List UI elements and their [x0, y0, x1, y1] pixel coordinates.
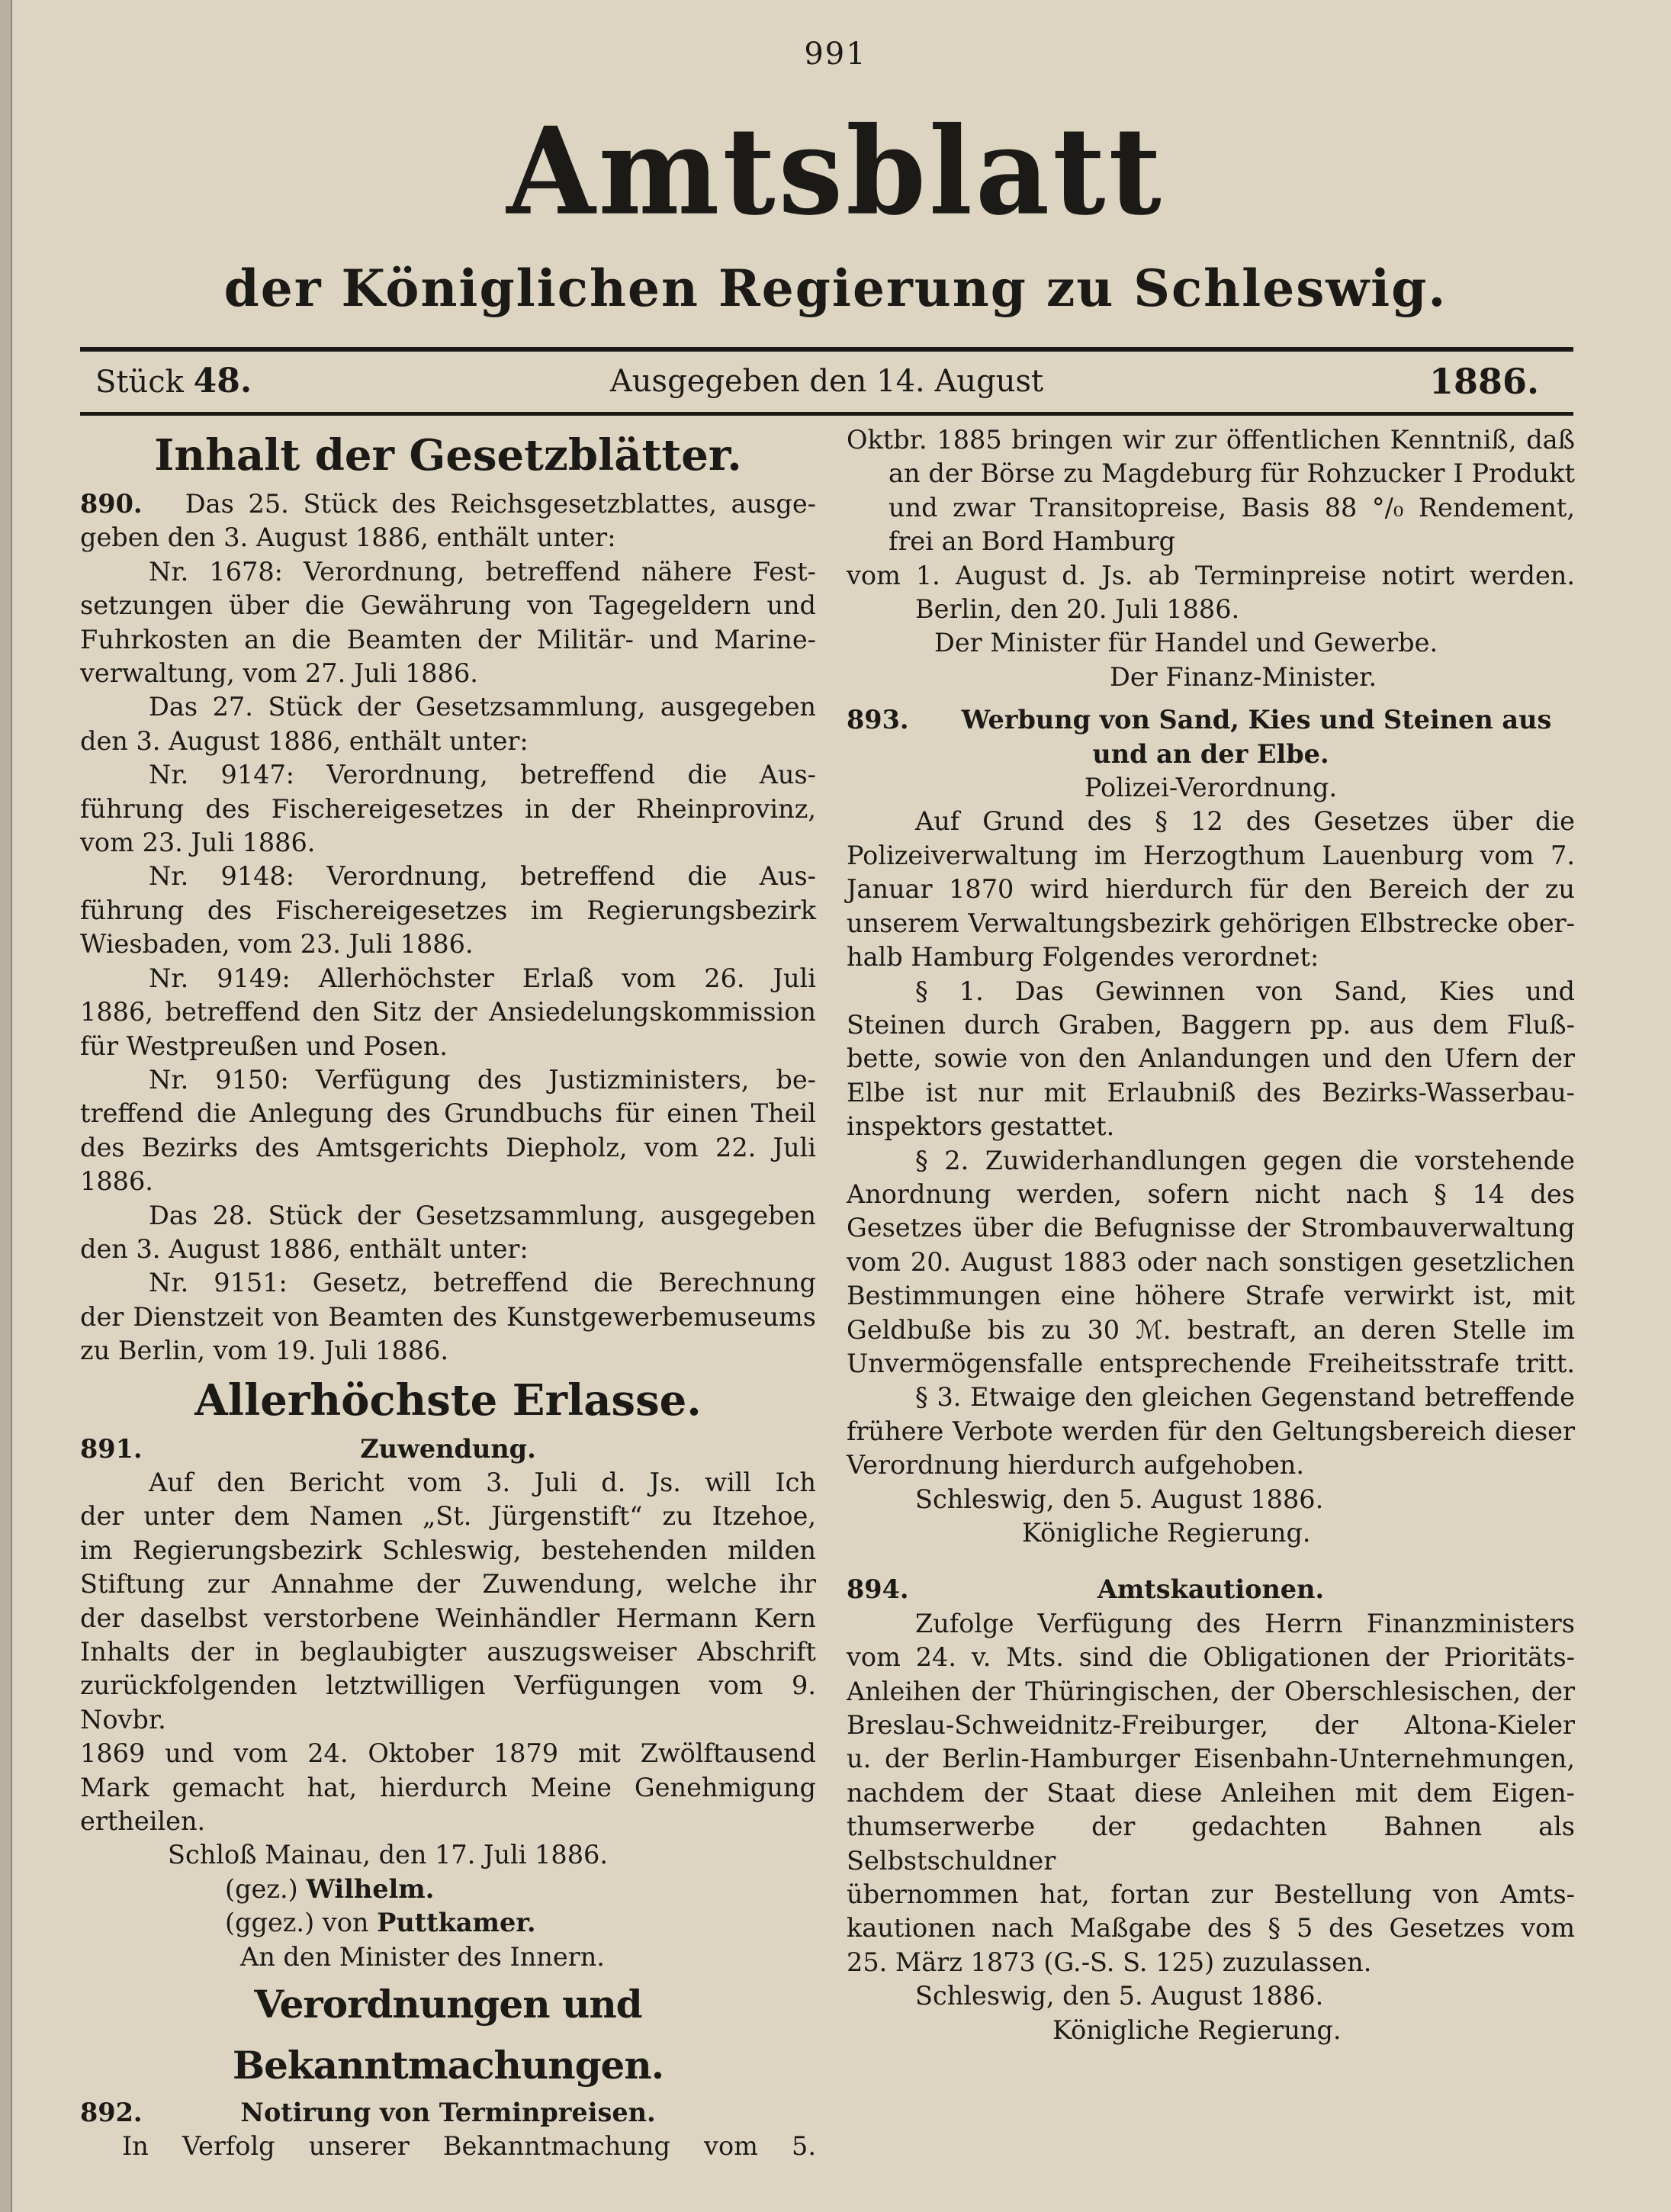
- text-line: Das 25. Stück des Reichsgesetzblattes, ausge-: [185, 489, 816, 519]
- entry-number: 891.: [80, 1433, 143, 1464]
- entry-894-line: u. der Berlin-Hamburger Eisenbahn-Unternehmungen,: [847, 1744, 1575, 1774]
- entry-894-line: nachdem der Staat diese Anleihen mit dem Eigen-: [847, 1777, 1575, 1808]
- entry-891-countersignature: [80, 1906, 816, 1940]
- entry-894-line: thumserwerbe der gedachten Bahnen als Selbstschuldner: [847, 1812, 1575, 1876]
- entry-891-line: Auf den Bericht vom 3. Juli d. Js. will Ich: [149, 1467, 816, 1497]
- entry-893-authority: Königliche Regierung.: [1022, 1518, 1311, 1548]
- entry-890-line: Nr. 9147: Verordnung, betreffend die Aus-: [149, 760, 816, 790]
- entry-893-line: § 3. Etwaige den gleichen Gegenstand betreffende: [915, 1382, 1575, 1413]
- entry-title: Amtskautionen.: [1097, 1574, 1325, 1605]
- entry-893-line: § 2. Zuwiderhandlungen gegen die vorstehende: [915, 1145, 1575, 1175]
- entry-894-line: Anleihen der Thüringischen, der Oberschlesischen, der: [847, 1676, 1575, 1706]
- entry-891-line: Mark gemacht hat, hierdurch Meine Genehmigung: [80, 1772, 816, 1802]
- entry-893-line: vom 20. August 1883 oder nach sonstigen gesetzlichen: [847, 1246, 1575, 1277]
- entry-893-line: Bestimmungen eine höhere Strafe verwirkt ist, mit: [847, 1281, 1575, 1311]
- entry-894-line: 25. März 1873 (G.-S. S. 125) zuzulassen.: [847, 1947, 1372, 1977]
- entry-893-line: unserem Verwaltungsbezirk gehörigen Elbstrecke ober-: [847, 908, 1575, 938]
- entry-892-heading: [80, 2096, 816, 2130]
- entry-890-line: zu Berlin, vom 19. Juli 1886.: [80, 1336, 449, 1366]
- entry-893-line: Geldbuße bis zu 30 ℳ. bestraft, an deren Stelle im: [847, 1314, 1575, 1345]
- signature-name: Puttkamer.: [377, 1908, 536, 1938]
- entry-890-line: 1886.: [80, 1166, 153, 1197]
- entry-891-signature: [80, 1873, 816, 1906]
- entry-891-line: 1869 und vom 24. Oktober 1879 mit Zwölftausend: [80, 1738, 816, 1769]
- entry-890-line: Nr. 1678: Verordnung, betreffend nähere Fest-: [149, 556, 816, 587]
- entry-894-line: Zufolge Verfügung des Herrn Finanzministers: [915, 1608, 1575, 1638]
- signature-name: Wilhelm.: [306, 1873, 435, 1904]
- entry-892-line: vom 1. August d. Js. ab Terminpreise notirt werden.: [847, 560, 1575, 590]
- entry-892-signatory: Der Finanz-Minister.: [1110, 661, 1377, 692]
- section-heading-verordnungen: Verordnungen und Bekanntmachungen.: [232, 1982, 664, 2088]
- entry-891-line: Inhalts der in beglaubigter auszugsweiser Abschrift: [80, 1637, 816, 1667]
- entry-number: 892.: [80, 2098, 143, 2128]
- entry-890-line: Nr. 9149: Allerhöchster Erlaß vom 26. Juli: [149, 963, 816, 993]
- entry-890-line: Das 27. Stück der Gesetzsammlung, ausgegeben: [149, 692, 816, 722]
- entry-890-line: führung des Fischereigesetzes im Regierungsbezirk: [80, 895, 816, 925]
- section-heading-erlasse: Allerhöchste Erlasse.: [194, 1374, 702, 1426]
- section-heading-gesetzblaetter: Inhalt der Gesetzblätter.: [154, 430, 742, 481]
- entry-890-line: vom 23. Juli 1886.: [80, 828, 316, 858]
- entry-893-line: frühere Verbote werden für den Geltungsbereich dieser: [847, 1416, 1575, 1446]
- entry-894-line: Breslau-Schweidnitz-Freiburger, der Altona-Kieler: [847, 1710, 1575, 1741]
- entry-891-line: im Regierungsbezirk Schleswig, bestehenden milden: [80, 1535, 816, 1565]
- entry-894-authority: Königliche Regierung.: [1052, 2014, 1342, 2045]
- entry-892-line: frei an Bord Hamburg: [889, 526, 1176, 557]
- entry-891-line: der daselbst verstorbene Weinhändler Hermann Kern: [80, 1603, 816, 1633]
- masthead-title: Amtsblatt: [506, 101, 1165, 243]
- entry-893-line: Steinen durch Graben, Baggern pp. aus dem Fluß-: [847, 1009, 1575, 1040]
- page-number: 991: [804, 37, 867, 72]
- entry-894-line: kautionen nach Maßgabe des § 5 des Gesetzes vom: [847, 1913, 1575, 1944]
- issue-year: 1886.: [1428, 361, 1539, 402]
- entry-891-line: ertheilen.: [80, 1806, 206, 1837]
- entry-title: Zuwendung.: [360, 1433, 536, 1464]
- entry-891-line: der unter dem Namen „St. Jürgenstift“ zu Itzehoe,: [80, 1501, 816, 1532]
- entry-890-line: Nr. 9150: Verfügung des Justizministers, be-: [149, 1064, 816, 1095]
- entry-893-line: Polizeiverwaltung im Herzogthum Lauenburg vom 7.: [847, 840, 1575, 870]
- masthead-subtitle: der Königlichen Regierung zu Schleswig.: [223, 259, 1448, 318]
- entry-890-line: Nr. 9148: Verordnung, betreffend die Aus-: [149, 861, 816, 892]
- issue-date: Ausgegeben den 14. August: [609, 364, 1044, 399]
- entry-894-place: Schleswig, den 5. August 1886.: [915, 1981, 1324, 2011]
- entry-890-line: Wiesbaden, vom 23. Juli 1886.: [80, 929, 474, 960]
- entry-892-place: Berlin, den 20. Juli 1886.: [915, 594, 1240, 625]
- top-rule: [80, 347, 1573, 352]
- entry-891-line: zurückfolgenden letztwilligen Verfügungen vom 9. Novbr.: [80, 1670, 816, 1735]
- entry-890-line: verwaltung, vom 27. Juli 1886.: [80, 658, 478, 689]
- entry-890-line: treffend die Anlegung des Grundbuchs für einen Theil: [80, 1098, 816, 1129]
- entry-890-line: [80, 487, 816, 521]
- entry-893-line: Elbe ist nur mit Erlaubniß des Bezirks-Wasserbau-: [847, 1077, 1575, 1108]
- entry-892-line: und zwar Transitopreise, Basis 88 °/₀ Rendement,: [889, 492, 1575, 522]
- entry-893-line: inspektors gestattet.: [847, 1111, 1115, 1142]
- entry-892-line: an der Börse zu Magdeburg für Rohzucker I Produkt: [889, 458, 1575, 489]
- entry-893-place: Schleswig, den 5. August 1886.: [915, 1484, 1324, 1514]
- entry-890-line: für Westpreußen und Posen.: [80, 1030, 448, 1061]
- entry-894-line: übernommen hat, fortan zur Bestellung von Amts-: [847, 1879, 1575, 1910]
- entry-890-line: den 3. August 1886, enthält unter:: [80, 725, 529, 756]
- entry-891-addressee: An den Minister des Innern.: [240, 1941, 605, 1972]
- entry-title: Werbung von Sand, Kies und Steinen aus: [961, 705, 1552, 735]
- entry-number: 893.: [847, 705, 909, 735]
- right-column: [847, 423, 1575, 2047]
- entry-893-line: Auf Grund des § 12 des Gesetzes über die: [915, 806, 1575, 837]
- entry-892-line: In Verfolg unserer Bekanntmachung vom 5.: [122, 2131, 816, 2162]
- entry-893-line: Gesetzes über die Befugnisse der Strombauverwaltung: [847, 1213, 1575, 1243]
- entry-891-heading: [80, 1432, 816, 1466]
- signature-prefix: (gez.): [225, 1873, 298, 1904]
- entry-890-line: setzungen über die Gewährung von Tagegeldern und: [80, 590, 816, 621]
- entry-893-line: Anordnung werden, sofern nicht nach § 14 des: [847, 1178, 1575, 1209]
- stueck-number: 48.: [193, 362, 252, 400]
- entry-number: 894.: [847, 1574, 909, 1605]
- entry-890-line: des Bezirks des Amtsgerichts Diepholz, vom 22. Juli: [80, 1132, 816, 1162]
- page-edge: [0, 0, 12, 2212]
- entry-890-line: geben den 3. August 1886, enthält unter:: [80, 522, 616, 553]
- entry-number: 890.: [80, 489, 143, 519]
- entry-890-line: der Dienstzeit von Beamten des Kunstgewerbemuseums: [80, 1301, 816, 1332]
- entry-892-line: Oktbr. 1885 bringen wir zur öffentlichen Kenntniß, daß: [847, 425, 1575, 455]
- stueck-label: Stück: [95, 365, 184, 400]
- entry-title: Notirung von Terminpreisen.: [240, 2098, 656, 2128]
- entry-890-line: führung des Fischereigesetzes in der Rheinprovinz,: [80, 793, 816, 824]
- entry-890-line: Fuhrkosten an die Beamten der Militär- und Marine-: [80, 624, 816, 654]
- entry-893-subtitle: Polizei-Verordnung.: [1084, 773, 1338, 803]
- bottom-rule: [80, 412, 1573, 416]
- entry-893-heading: [847, 703, 1575, 737]
- entry-893-title-cont: und an der Elbe.: [1092, 738, 1329, 769]
- entry-890-line: den 3. August 1886, enthält unter:: [80, 1233, 529, 1264]
- entry-893-line: halb Hamburg Folgendes verordnet:: [847, 942, 1319, 973]
- entry-893-line: bette, sowie von den Anlandungen und den Ufern der: [847, 1043, 1575, 1074]
- entry-893-line: Januar 1870 wird hierdurch für den Bereich der zu: [847, 874, 1575, 905]
- entry-891-place: Schloß Mainau, den 17. Juli 1886.: [168, 1840, 609, 1870]
- entry-894-line: vom 24. v. Mts. sind die Obligationen der Prioritäts-: [847, 1642, 1575, 1673]
- left-column: [80, 423, 816, 2164]
- entry-890-line: 1886, betreffend den Sitz der Ansiedelungskommission: [80, 997, 816, 1027]
- entry-891-line: Stiftung zur Annahme der Zuwendung, welche ihr: [80, 1569, 816, 1600]
- entry-890-line: Nr. 9151: Gesetz, betreffend die Berechnung: [149, 1268, 816, 1298]
- signature-prefix: (ggez.) von: [225, 1908, 369, 1938]
- issue-line: [80, 355, 1573, 408]
- entry-892-signatory: Der Minister für Handel und Gewerbe.: [934, 628, 1438, 658]
- entry-890-line: Das 28. Stück der Gesetzsammlung, ausgegeben: [149, 1200, 816, 1230]
- entry-893-line: Unvermögensfalle entsprechende Freiheitsstrafe tritt.: [847, 1348, 1575, 1378]
- entry-893-line: § 1. Das Gewinnen von Sand, Kies und: [915, 976, 1575, 1006]
- entry-893-line: Verordnung hierdurch aufgehoben.: [847, 1450, 1305, 1481]
- entry-894-heading: [847, 1573, 1575, 1606]
